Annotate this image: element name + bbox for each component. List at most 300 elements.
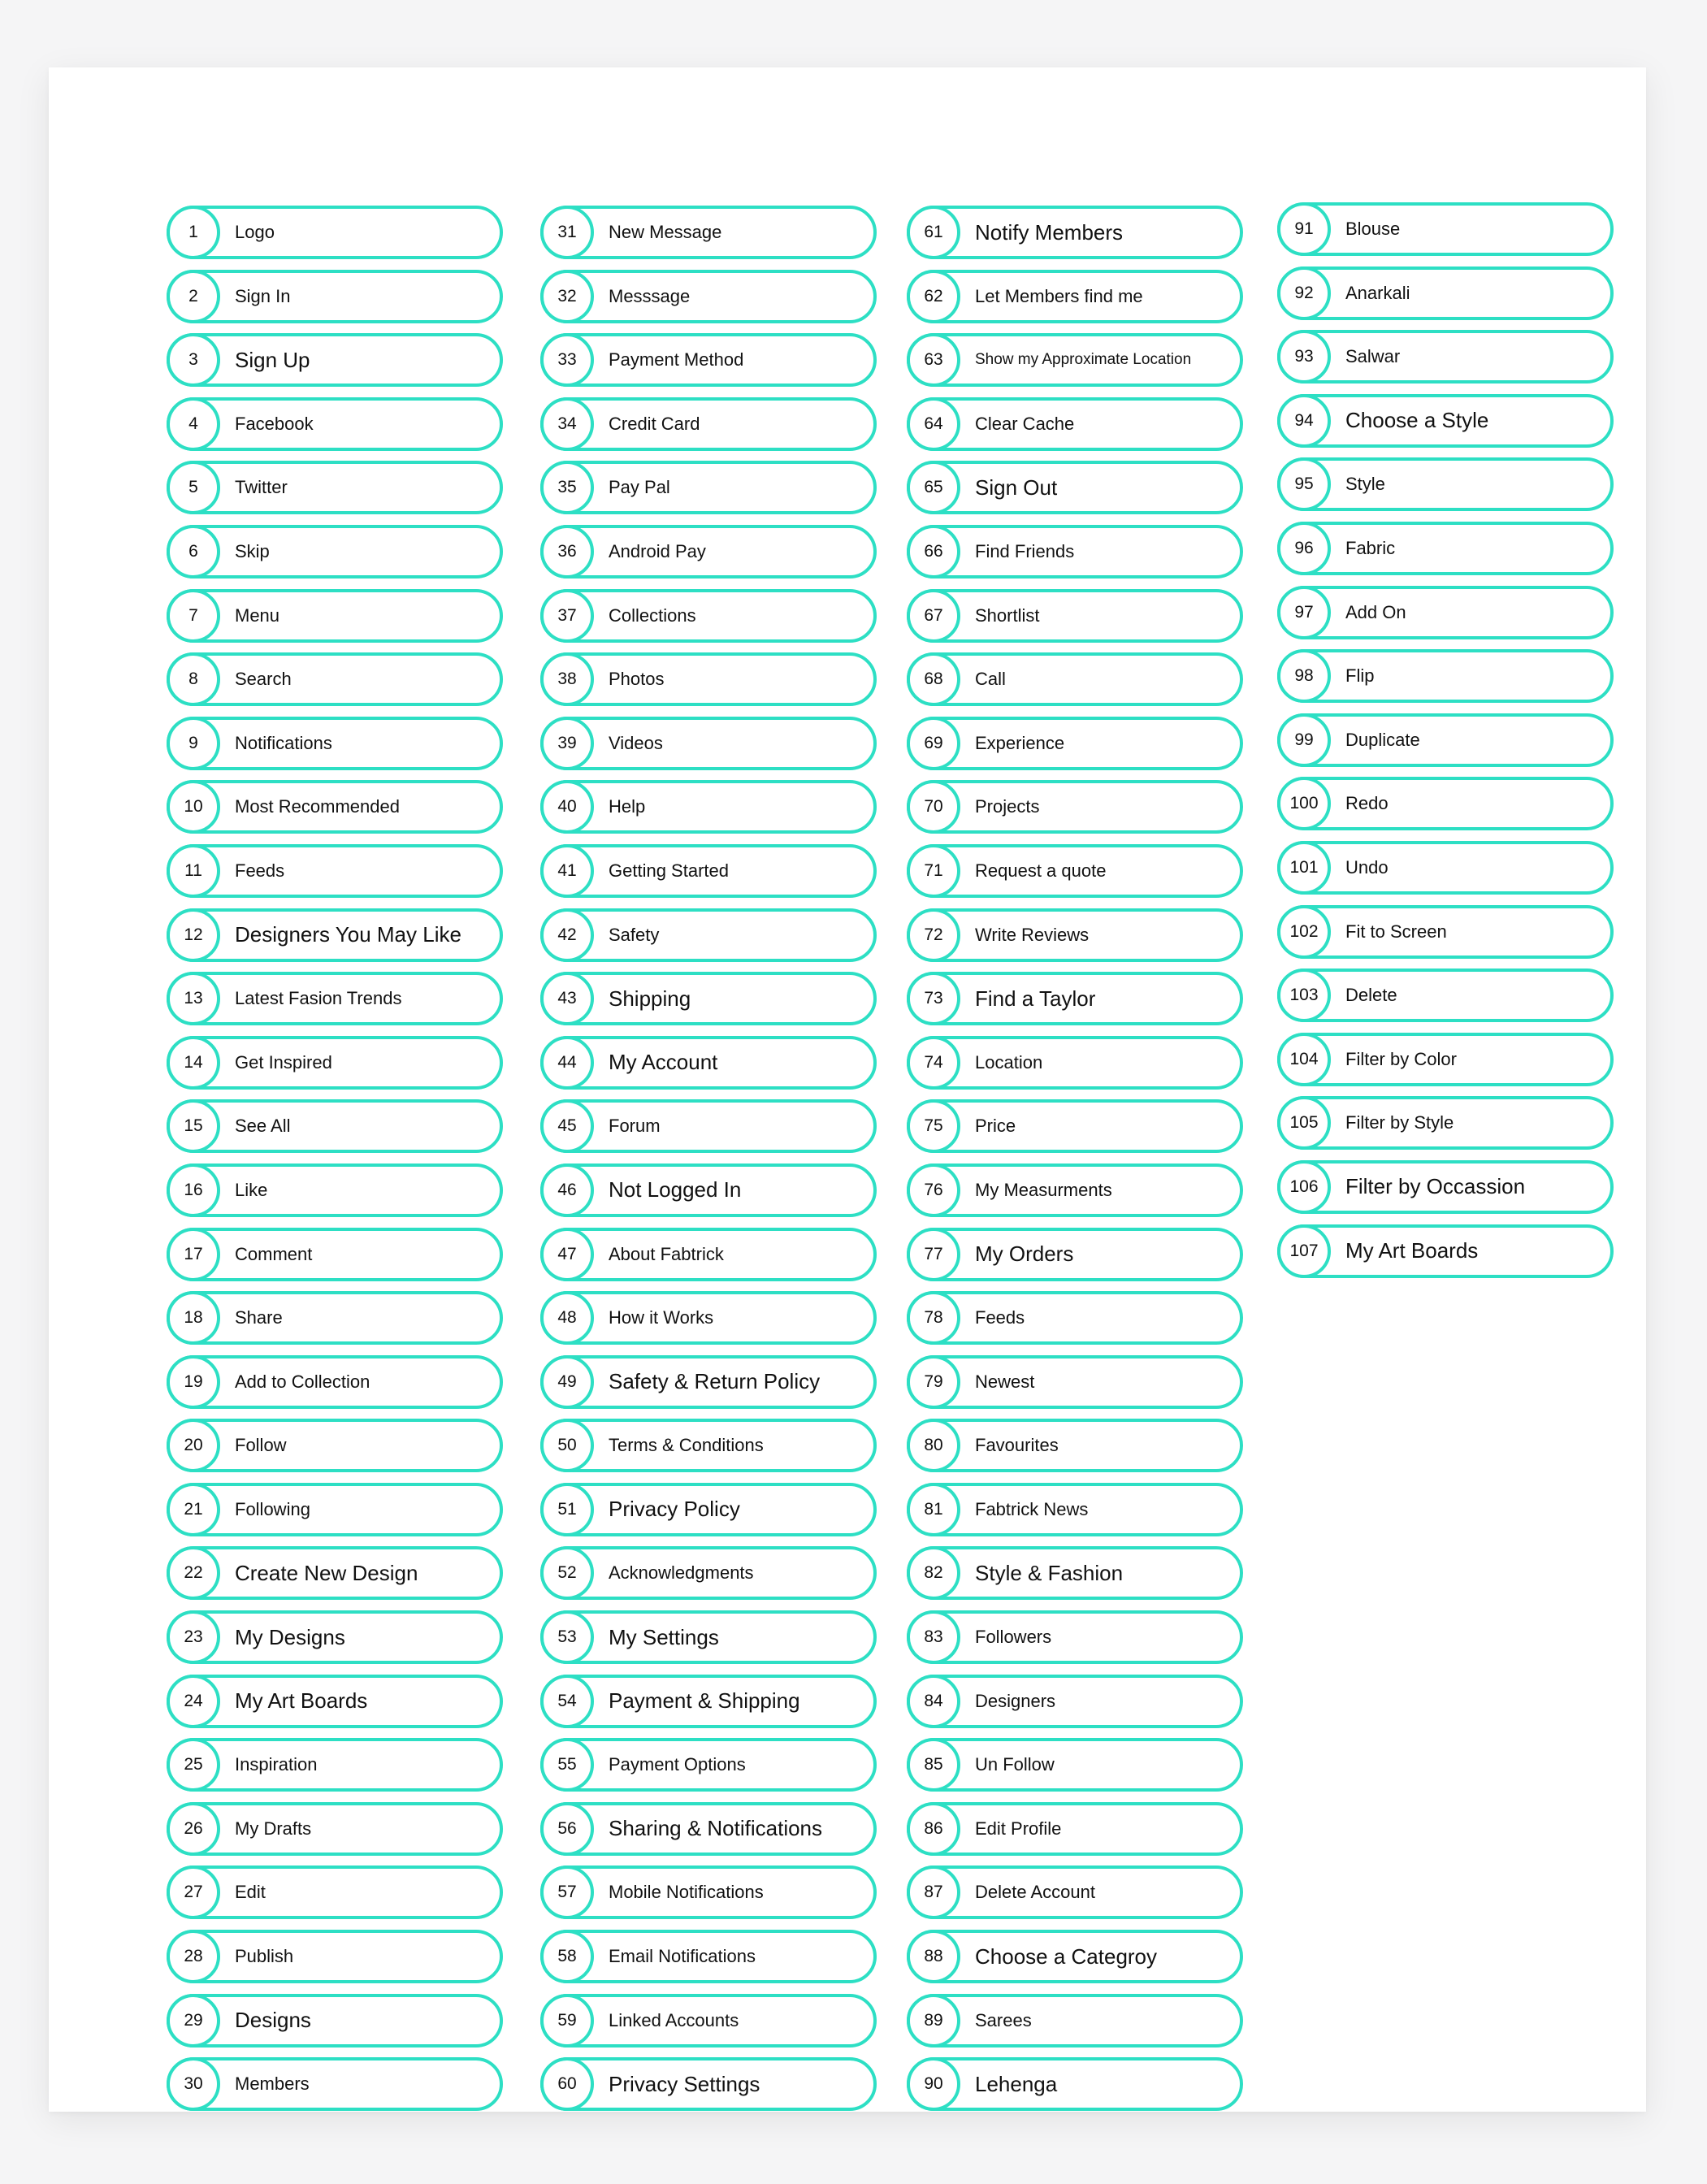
number-badge: 6	[167, 525, 220, 578]
label-pill	[167, 1355, 503, 1409]
number-badge: 75	[907, 1099, 960, 1153]
pill-label: Duplicate	[1345, 729, 1420, 750]
label-pill	[907, 1036, 1243, 1090]
label-pill	[1277, 905, 1614, 959]
pill-label: Delete	[1345, 985, 1397, 1006]
label-pill	[907, 270, 1243, 323]
number-badge: 26	[167, 1802, 220, 1856]
label-pill	[907, 589, 1243, 643]
number-badge: 70	[907, 780, 960, 834]
label-pill	[907, 1738, 1243, 1792]
pill-label: Help	[609, 796, 646, 817]
pill-label: Choose a Style	[1345, 408, 1489, 433]
label-pill	[167, 1036, 503, 1090]
number-badge: 48	[540, 1291, 594, 1345]
pill-label: Designers	[975, 1690, 1056, 1711]
label-pill	[1277, 1033, 1614, 1086]
pill-label: Designs	[235, 2008, 311, 2033]
label-pill	[167, 1164, 503, 1217]
label-pill	[167, 908, 503, 962]
pill-label: Location	[975, 1051, 1043, 1072]
pill-label: Style & Fashion	[975, 1560, 1124, 1585]
label-pill	[540, 1228, 877, 1281]
pill-label: Skip	[235, 540, 270, 561]
pill-label: Payment Method	[609, 349, 744, 370]
number-badge: 106	[1277, 1160, 1331, 1214]
pill-label: Facebook	[235, 413, 314, 434]
number-badge: 53	[540, 1610, 594, 1664]
label-pill	[1277, 1096, 1614, 1150]
label-pill	[1277, 522, 1614, 575]
pill-label: My Drafts	[235, 1818, 312, 1839]
number-badge: 17	[167, 1228, 220, 1281]
number-badge: 66	[907, 525, 960, 578]
pill-label: My Art Boards	[235, 1688, 368, 1714]
number-badge: 99	[1277, 713, 1331, 767]
label-pill	[1277, 841, 1614, 895]
label-pill	[167, 844, 503, 898]
label-pill	[167, 1930, 503, 1983]
label-pill	[907, 333, 1243, 387]
pill-label: Fabric	[1345, 537, 1396, 558]
pill-label: Sarees	[975, 2009, 1032, 2030]
pill-label: Members	[235, 2074, 310, 2095]
label-pill	[167, 1546, 503, 1600]
number-badge: 28	[167, 1930, 220, 1983]
number-badge: 52	[540, 1546, 594, 1600]
label-pill	[540, 1546, 877, 1600]
pill-label: Following	[235, 1498, 310, 1519]
number-badge: 79	[907, 1355, 960, 1409]
label-pill	[540, 206, 877, 259]
label-pill	[167, 270, 503, 323]
label-pill	[1277, 202, 1614, 256]
label-pill	[540, 2057, 877, 2111]
number-badge: 90	[907, 2057, 960, 2111]
label-pill	[167, 1675, 503, 1728]
number-badge: 11	[167, 844, 220, 898]
number-badge: 47	[540, 1228, 594, 1281]
label-pill	[1277, 457, 1614, 511]
pill-label: Like	[235, 1179, 268, 1200]
pill-label: Shortlist	[975, 604, 1040, 626]
pill-label: Price	[975, 1116, 1016, 1137]
number-badge: 3	[167, 333, 220, 387]
number-badge: 24	[167, 1675, 220, 1728]
label-pill	[907, 908, 1243, 962]
pill-label: Filter by Color	[1345, 1048, 1457, 1069]
label-pill	[1277, 394, 1614, 448]
pill-label: Collections	[609, 604, 696, 626]
pill-label: Getting Started	[609, 860, 729, 881]
label-pill	[167, 1738, 503, 1792]
number-badge: 101	[1277, 841, 1331, 895]
number-badge: 58	[540, 1930, 594, 1983]
pill-label: Acknowledgments	[609, 1562, 754, 1584]
pill-label: Clear Cache	[975, 413, 1075, 434]
number-badge: 67	[907, 589, 960, 643]
pill-label: Most Recommended	[235, 796, 400, 817]
label-pill	[907, 1802, 1243, 1856]
number-badge: 10	[167, 780, 220, 834]
pill-label: Undo	[1345, 856, 1389, 878]
number-badge: 20	[167, 1419, 220, 1472]
pill-label: Publish	[235, 1946, 294, 1967]
number-badge: 9	[167, 717, 220, 770]
pill-label: Credit Card	[609, 413, 700, 434]
label-pill	[907, 1419, 1243, 1472]
number-badge: 18	[167, 1291, 220, 1345]
label-pill	[1277, 1160, 1614, 1214]
label-pill	[167, 652, 503, 706]
label-pill	[167, 1419, 503, 1472]
label-pill	[907, 525, 1243, 578]
label-pill	[540, 1738, 877, 1792]
number-badge: 107	[1277, 1224, 1331, 1278]
number-badge: 68	[907, 652, 960, 706]
label-pill	[907, 1164, 1243, 1217]
pill-label: Let Members find me	[975, 285, 1143, 306]
number-badge: 25	[167, 1738, 220, 1792]
pill-label: Payment Options	[609, 1754, 746, 1775]
label-pill	[540, 1866, 877, 1919]
number-badge: 72	[907, 908, 960, 962]
number-badge: 91	[1277, 202, 1331, 256]
number-badge: 5	[167, 461, 220, 514]
number-badge: 59	[540, 1994, 594, 2048]
pill-label: Latest Fasion Trends	[235, 988, 402, 1009]
pill-label: My Settings	[609, 1624, 719, 1649]
pill-label: My Measurments	[975, 1179, 1112, 1200]
label-pill	[167, 780, 503, 834]
number-badge: 78	[907, 1291, 960, 1345]
number-badge: 51	[540, 1483, 594, 1536]
pill-label: Privacy Settings	[609, 2071, 760, 2096]
pill-label: Call	[975, 669, 1006, 690]
label-pill	[1277, 777, 1614, 830]
number-badge: 85	[907, 1738, 960, 1792]
label-pill	[167, 1866, 503, 1919]
label-pill	[167, 1610, 503, 1664]
number-badge: 98	[1277, 649, 1331, 703]
number-badge: 4	[167, 397, 220, 451]
pill-label: Search	[235, 669, 292, 690]
label-pill	[907, 1930, 1243, 1983]
number-badge: 36	[540, 525, 594, 578]
label-pill	[540, 972, 877, 1025]
label-pill	[1277, 586, 1614, 639]
number-badge: 89	[907, 1994, 960, 2048]
label-pill	[167, 1994, 503, 2048]
pill-label: See All	[235, 1116, 291, 1137]
number-badge: 88	[907, 1930, 960, 1983]
label-pill	[540, 780, 877, 834]
pill-label: Notify Members	[975, 219, 1124, 245]
pill-label: Sharing & Notifications	[609, 1816, 823, 1841]
label-pill	[540, 717, 877, 770]
number-badge: 32	[540, 270, 594, 323]
label-pill	[907, 717, 1243, 770]
pill-label: Request a quote	[975, 860, 1107, 881]
pill-label: Sign Out	[975, 474, 1058, 500]
pill-label: Share	[235, 1307, 283, 1328]
label-pill	[540, 525, 877, 578]
label-pill	[540, 1291, 877, 1345]
number-badge: 16	[167, 1164, 220, 1217]
label-pill	[540, 652, 877, 706]
pill-label: Comment	[235, 1243, 313, 1264]
pill-label: Not Logged In	[609, 1177, 742, 1202]
label-pill	[167, 1291, 503, 1345]
number-badge: 77	[907, 1228, 960, 1281]
number-badge: 22	[167, 1546, 220, 1600]
number-badge: 83	[907, 1610, 960, 1664]
number-badge: 94	[1277, 394, 1331, 448]
pill-label: My Designs	[235, 1624, 345, 1649]
number-badge: 55	[540, 1738, 594, 1792]
number-badge: 42	[540, 908, 594, 962]
column-4	[1277, 202, 1614, 1288]
pill-label: Un Follow	[975, 1754, 1055, 1775]
label-pill	[907, 206, 1243, 259]
number-badge: 86	[907, 1802, 960, 1856]
pill-label: Logo	[235, 222, 275, 242]
number-badge: 30	[167, 2057, 220, 2111]
label-pill	[540, 1994, 877, 2048]
number-badge: 27	[167, 1866, 220, 1919]
number-badge: 37	[540, 589, 594, 643]
pill-label: Fit to Screen	[1345, 921, 1447, 942]
number-badge: 13	[167, 972, 220, 1025]
number-badge: 73	[907, 972, 960, 1025]
number-badge: 50	[540, 1419, 594, 1472]
number-badge: 8	[167, 652, 220, 706]
label-pill	[167, 1483, 503, 1536]
label-pill	[540, 397, 877, 451]
number-badge: 97	[1277, 586, 1331, 639]
label-pill	[907, 2057, 1243, 2111]
pill-label: Delete Account	[975, 1882, 1095, 1903]
label-pill	[540, 844, 877, 898]
label-pill	[1277, 330, 1614, 384]
label-pill	[1277, 968, 1614, 1022]
number-badge: 92	[1277, 266, 1331, 320]
number-badge: 62	[907, 270, 960, 323]
number-badge: 96	[1277, 522, 1331, 575]
pill-label: Lehenga	[975, 2071, 1058, 2096]
column-3	[907, 206, 1243, 2121]
number-badge: 15	[167, 1099, 220, 1153]
pill-label: My Orders	[975, 1242, 1074, 1266]
number-badge: 23	[167, 1610, 220, 1664]
pill-label: Messsage	[609, 285, 691, 306]
number-badge: 104	[1277, 1033, 1331, 1086]
pill-label: Find Friends	[975, 540, 1075, 561]
pill-label: Android Pay	[609, 540, 706, 561]
pill-label: Followers	[975, 1627, 1052, 1648]
number-badge: 41	[540, 844, 594, 898]
number-badge: 38	[540, 652, 594, 706]
number-badge: 82	[907, 1546, 960, 1600]
sheet	[49, 67, 1646, 2112]
label-pill	[167, 206, 503, 259]
label-pill	[167, 1228, 503, 1281]
pill-label: Terms & Conditions	[609, 1435, 764, 1456]
label-pill	[907, 1228, 1243, 1281]
number-badge: 71	[907, 844, 960, 898]
label-pill	[540, 1419, 877, 1472]
number-badge: 80	[907, 1419, 960, 1472]
number-badge: 19	[167, 1355, 220, 1409]
number-badge: 61	[907, 206, 960, 259]
number-badge: 40	[540, 780, 594, 834]
number-badge: 21	[167, 1483, 220, 1536]
label-pill	[907, 1675, 1243, 1728]
number-badge: 7	[167, 589, 220, 643]
pill-label: Flip	[1345, 665, 1375, 687]
label-pill	[167, 1099, 503, 1153]
pill-label: Fabtrick News	[975, 1498, 1089, 1519]
pill-label: Photos	[609, 669, 665, 690]
label-pill	[167, 972, 503, 1025]
label-pill	[907, 461, 1243, 514]
pill-label: Choose a Categroy	[975, 1944, 1158, 1969]
number-badge: 29	[167, 1994, 220, 2048]
label-pill	[540, 1675, 877, 1728]
label-pill	[167, 397, 503, 451]
label-pill	[540, 1099, 877, 1153]
pill-label: Edit Profile	[975, 1818, 1062, 1839]
number-badge: 14	[167, 1036, 220, 1090]
number-badge: 46	[540, 1164, 594, 1217]
label-pill	[907, 780, 1243, 834]
pill-label: Pay Pal	[609, 477, 670, 498]
number-badge: 39	[540, 717, 594, 770]
pill-label: Style	[1345, 474, 1385, 495]
pill-label: Notifications	[235, 732, 332, 753]
pill-label: Twitter	[235, 477, 288, 498]
label-pill	[540, 461, 877, 514]
number-badge: 43	[540, 972, 594, 1025]
pill-label: About Fabtrick	[609, 1243, 724, 1264]
label-pill	[1277, 1224, 1614, 1278]
pill-label: Designers You May Like	[235, 922, 461, 947]
pill-label: Sign Up	[235, 347, 310, 372]
number-badge: 12	[167, 908, 220, 962]
label-pill	[540, 270, 877, 323]
pill-label: Menu	[235, 604, 280, 626]
label-pill	[167, 333, 503, 387]
label-pill	[907, 652, 1243, 706]
number-badge: 95	[1277, 457, 1331, 511]
number-badge: 1	[167, 206, 220, 259]
label-pill	[540, 1610, 877, 1664]
number-badge: 35	[540, 461, 594, 514]
label-pill	[907, 1355, 1243, 1409]
number-badge: 34	[540, 397, 594, 451]
pill-label: Safety	[609, 924, 660, 945]
label-pill	[540, 589, 877, 643]
pill-label: Add On	[1345, 601, 1406, 622]
label-pill	[907, 397, 1243, 451]
pill-label: Get Inspired	[235, 1051, 332, 1072]
pill-label: Create New Design	[235, 1560, 418, 1585]
pill-label: Salwar	[1345, 346, 1401, 367]
number-badge: 49	[540, 1355, 594, 1409]
number-badge: 60	[540, 2057, 594, 2111]
pill-label: Show my Approximate Location	[975, 351, 1192, 369]
pill-label: My Account	[609, 1050, 718, 1075]
number-badge: 64	[907, 397, 960, 451]
number-badge: 33	[540, 333, 594, 387]
pill-label: Redo	[1345, 793, 1389, 814]
label-pill	[540, 1036, 877, 1090]
pill-label: Linked Accounts	[609, 2009, 739, 2030]
number-badge: 57	[540, 1866, 594, 1919]
column-1	[167, 206, 503, 2121]
pill-label: Inspiration	[235, 1754, 318, 1775]
label-pill	[540, 1802, 877, 1856]
pill-label: Add to Collection	[235, 1371, 370, 1392]
pill-label: Filter by Occassion	[1345, 1174, 1526, 1199]
label-pill	[907, 1994, 1243, 2048]
label-pill	[167, 525, 503, 578]
pill-label: Favourites	[975, 1435, 1059, 1456]
label-pill	[907, 1099, 1243, 1153]
label-pill	[907, 1291, 1243, 1345]
pill-label: Find a Taylor	[975, 986, 1096, 1011]
number-badge: 100	[1277, 777, 1331, 830]
label-pill	[907, 1866, 1243, 1919]
number-badge: 74	[907, 1036, 960, 1090]
pill-label: Filter by Style	[1345, 1112, 1454, 1133]
label-pill	[907, 1546, 1243, 1600]
label-pill	[1277, 649, 1614, 703]
number-badge: 45	[540, 1099, 594, 1153]
pill-label: Sign In	[235, 285, 291, 306]
pill-label: Experience	[975, 732, 1065, 753]
number-badge: 69	[907, 717, 960, 770]
number-badge: 65	[907, 461, 960, 514]
number-badge: 56	[540, 1802, 594, 1856]
label-pill	[540, 333, 877, 387]
number-badge: 44	[540, 1036, 594, 1090]
label-pill	[1277, 713, 1614, 767]
pill-label: Anarkali	[1345, 282, 1410, 303]
number-badge: 81	[907, 1483, 960, 1536]
pill-label: Privacy Policy	[609, 1497, 740, 1522]
number-badge: 93	[1277, 330, 1331, 384]
pill-label: New Message	[609, 222, 722, 242]
pill-label: My Art Boards	[1345, 1238, 1479, 1263]
pill-label: Mobile Notifications	[609, 1882, 764, 1903]
label-pill	[167, 717, 503, 770]
label-pill	[167, 1802, 503, 1856]
pill-label: Safety & Return Policy	[609, 1369, 821, 1394]
number-badge: 63	[907, 333, 960, 387]
label-pill	[540, 1930, 877, 1983]
number-badge: 2	[167, 270, 220, 323]
pill-label: Payment & Shipping	[609, 1688, 800, 1714]
pill-label: How it Works	[609, 1307, 714, 1328]
label-pill	[167, 589, 503, 643]
label-pill	[540, 1164, 877, 1217]
pill-label: Email Notifications	[609, 1946, 756, 1967]
number-badge: 87	[907, 1866, 960, 1919]
number-badge: 84	[907, 1675, 960, 1728]
number-badge: 54	[540, 1675, 594, 1728]
pill-label: Write Reviews	[975, 924, 1090, 945]
